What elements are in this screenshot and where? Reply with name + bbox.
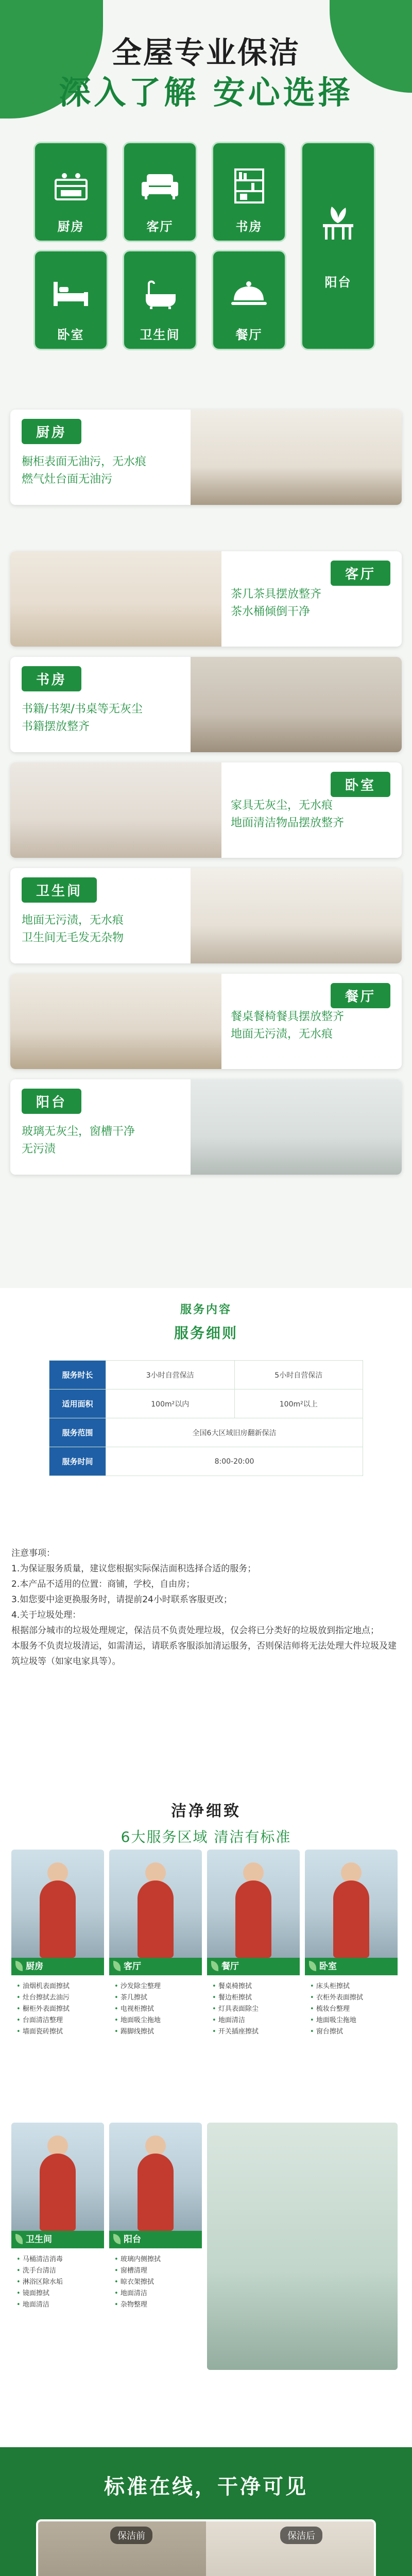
room-card-tag: 阳台: [22, 1089, 81, 1114]
living-room-sofa-icon: [124, 166, 196, 205]
table-cell: 3小时自营保洁: [106, 1361, 235, 1389]
worker-photo: [109, 1850, 202, 1971]
dining-cloche-icon: [213, 275, 285, 313]
hero-subtitle: 深入了解 安心选择: [59, 74, 353, 111]
before-label: 保洁前: [110, 2527, 152, 2544]
room-card-tag: 厨房: [22, 419, 81, 444]
room-card-desc: 橱柜表面无油污，无水痕 燃气灶台面无油污: [22, 455, 147, 486]
hero-title: 全屋专业保洁: [111, 35, 300, 70]
after-label: 保洁后: [280, 2527, 322, 2544]
dining-photo: [10, 974, 221, 1069]
room-tile-dining[interactable]: [212, 250, 286, 350]
table-cell: 全国6大区域旧房翻新保洁: [106, 1418, 363, 1447]
room-tile-bedroom[interactable]: [33, 250, 108, 350]
table-cell: 100m²以上: [234, 1389, 363, 1418]
note-line: 3.如您要中途更换服务时，请提前24小时联系客服更改；: [11, 1595, 232, 1605]
table-row: [49, 1389, 363, 1418]
service-heading: 服务内容: [180, 1303, 232, 1316]
room-card-bathroom: [10, 868, 402, 963]
bathroom-bathtub-icon: [124, 275, 196, 313]
room-tile-bathroom[interactable]: [123, 250, 197, 350]
room-tile-kitchen[interactable]: [33, 142, 108, 242]
service-notes: [11, 1546, 403, 1669]
room-tile-label: 卫生间: [140, 328, 180, 342]
notes-title: 注意事项：: [11, 1548, 55, 1558]
room-card-desc: 书籍/书架/书桌等无灰尘 书籍摆放整齐: [22, 703, 143, 733]
leaf-icon: [309, 1961, 316, 1971]
worker-photo: [11, 1850, 104, 1971]
worker-photo: [305, 1850, 398, 1971]
room-card-bedroom: [10, 762, 402, 858]
room-card-living: [10, 551, 402, 647]
room-card-tag: 餐厅: [331, 983, 390, 1008]
room-card-tag: 卫生间: [22, 877, 97, 903]
room-card-desc: 玻璃无灰尘，窗槽干净 无污渍: [22, 1125, 135, 1156]
balcony-plant-icon: [302, 202, 374, 241]
service-table: [49, 1360, 363, 1476]
room-card-desc: 地面无污渍，无水痕 卫生间无毛发无杂物: [22, 914, 124, 944]
table-row: [49, 1447, 363, 1476]
balcony-photo: [191, 1079, 402, 1175]
room-category-grid: [33, 142, 379, 358]
room-card-tag: 书房: [22, 666, 81, 691]
detail-card-bathroom: 卫生间 • 马桶清洁消毒 • 洗手台清洁 • 淋浴区除水垢 • 镜面擦拭 • 地面清洁: [11, 2123, 104, 2352]
hero-section: [0, 0, 412, 551]
table-cell: 8:00-20:00: [106, 1447, 363, 1476]
service-subheading: 服务细则: [174, 1325, 238, 1342]
worker-photo: [11, 2123, 104, 2244]
bedroom-photo: [10, 762, 221, 858]
bedroom-bed-icon: [35, 275, 107, 313]
room-tile-label: 阳台: [324, 275, 352, 290]
table-row: [49, 1361, 363, 1389]
room-tile-label: 厨房: [57, 219, 84, 234]
table-header-cell: 适用面积: [49, 1389, 106, 1418]
note-line: 2.本产品不适用的位置：商铺，学校，自由房；: [11, 1579, 195, 1589]
room-card-study: [10, 657, 402, 752]
note-line: 本服务不负责垃圾清运，如需清运，请联系客服添加清运服务，否则保洁师将无法处理大件垃圾及建筑垃圾等（如家电家具等）。: [11, 1641, 397, 1667]
cleaning-detail-section: [0, 1793, 412, 2447]
leaf-icon: [113, 1961, 121, 1971]
table-header-cell: 服务范围: [49, 1418, 106, 1447]
detail-subtitle: 6大服务区域 清洁有标准: [121, 1828, 291, 1845]
room-tile-label: 书房: [235, 219, 263, 234]
note-line: 4.关于垃圾处理：: [11, 1610, 81, 1620]
room-tile-label: 卧室: [57, 328, 84, 342]
room-tile-study[interactable]: [212, 142, 286, 242]
cleaning-tools-photo: [207, 2123, 398, 2370]
living-photo: [10, 551, 221, 647]
standard-section: [0, 2447, 412, 2576]
leaf-icon: [15, 2234, 23, 2244]
table-header-cell: 服务时间: [49, 1447, 106, 1476]
service-section: [0, 1288, 412, 1793]
leaf-icon: [15, 1961, 23, 1971]
study-bookshelf-icon: [213, 166, 285, 205]
room-card-tag: 客厅: [331, 561, 390, 586]
room-tile-balcony[interactable]: [301, 142, 375, 350]
detail-card-kitchen: 厨房 • 油烟机表面擦拭 • 灶台擦拭去油污 • 橱柜外表面擦拭 • 台面清洁整理 • 墙面瓷砖擦拭: [11, 1850, 104, 2079]
room-tile-label: 客厅: [146, 219, 174, 234]
room-card-desc: 餐桌餐椅餐具摆放整齐 地面无污渍，无水痕: [231, 1010, 345, 1041]
note-line: 1.为保证服务质量，建议您根据实际保洁面积选择合适的服务；: [11, 1564, 256, 1574]
leaf-icon: [211, 1961, 218, 1971]
kitchen-photo: [191, 410, 402, 505]
detail-card-bedroom: 卧室 • 床头柜擦拭 • 衣柜外表面擦拭 • 梳妆台整理 • 地面吸尘拖地 • 窗台擦拭: [305, 1850, 398, 2079]
detail-card-living: 客厅 • 沙发除尘整理 • 茶几擦拭 • 电视柜擦拭 • 地面吸尘拖地 • 踢脚线擦拭: [109, 1850, 202, 2079]
room-card-desc: 家具无灰尘，无水痕 地面清洁物品摆放整齐: [231, 799, 345, 829]
room-cards-section: [0, 551, 412, 1288]
detail-card-dining: 餐厅 • 餐桌椅擦拭 • 餐边柜擦拭 • 灯具表面除尘 • 地面清洁 • 开关插座擦拭: [207, 1850, 300, 2079]
room-card-dining: [10, 974, 402, 1069]
worker-photo: [207, 1850, 300, 1971]
leaf-icon: [113, 2234, 121, 2244]
table-cell: 5小时自营保洁: [234, 1361, 363, 1389]
detail-title: 洁净细致: [171, 1802, 241, 1820]
room-card-kitchen: [10, 410, 402, 505]
before-after-living: [36, 2519, 376, 2576]
standard-title: 标准在线，干净可见: [104, 2475, 308, 2499]
note-line: 根据部分城市的垃圾处理规定，保洁员不负责处理垃圾，仅会将已分类好的垃圾放到指定地点；: [11, 1625, 379, 1636]
bathroom-photo: [191, 868, 402, 963]
room-card-desc: 茶几茶具摆放整齐 茶水桶倾倒干净: [231, 588, 322, 618]
room-card-tag: 卧室: [331, 772, 390, 797]
room-tile-label: 餐厅: [235, 328, 263, 342]
study-photo: [191, 657, 402, 752]
table-header-cell: 服务时长: [49, 1361, 106, 1389]
worker-photo: [109, 2123, 202, 2244]
table-cell: 100m²以内: [106, 1389, 235, 1418]
table-row: [49, 1418, 363, 1447]
detail-card-balcony: 阳台 • 玻璃内侧擦拭 • 窗槽清理 • 晾衣架擦拭 • 地面清洁 • 杂物整理: [109, 2123, 202, 2352]
kitchen-stove-icon: [35, 166, 107, 205]
room-card-balcony: [10, 1079, 402, 1175]
room-tile-living[interactable]: [123, 142, 197, 242]
